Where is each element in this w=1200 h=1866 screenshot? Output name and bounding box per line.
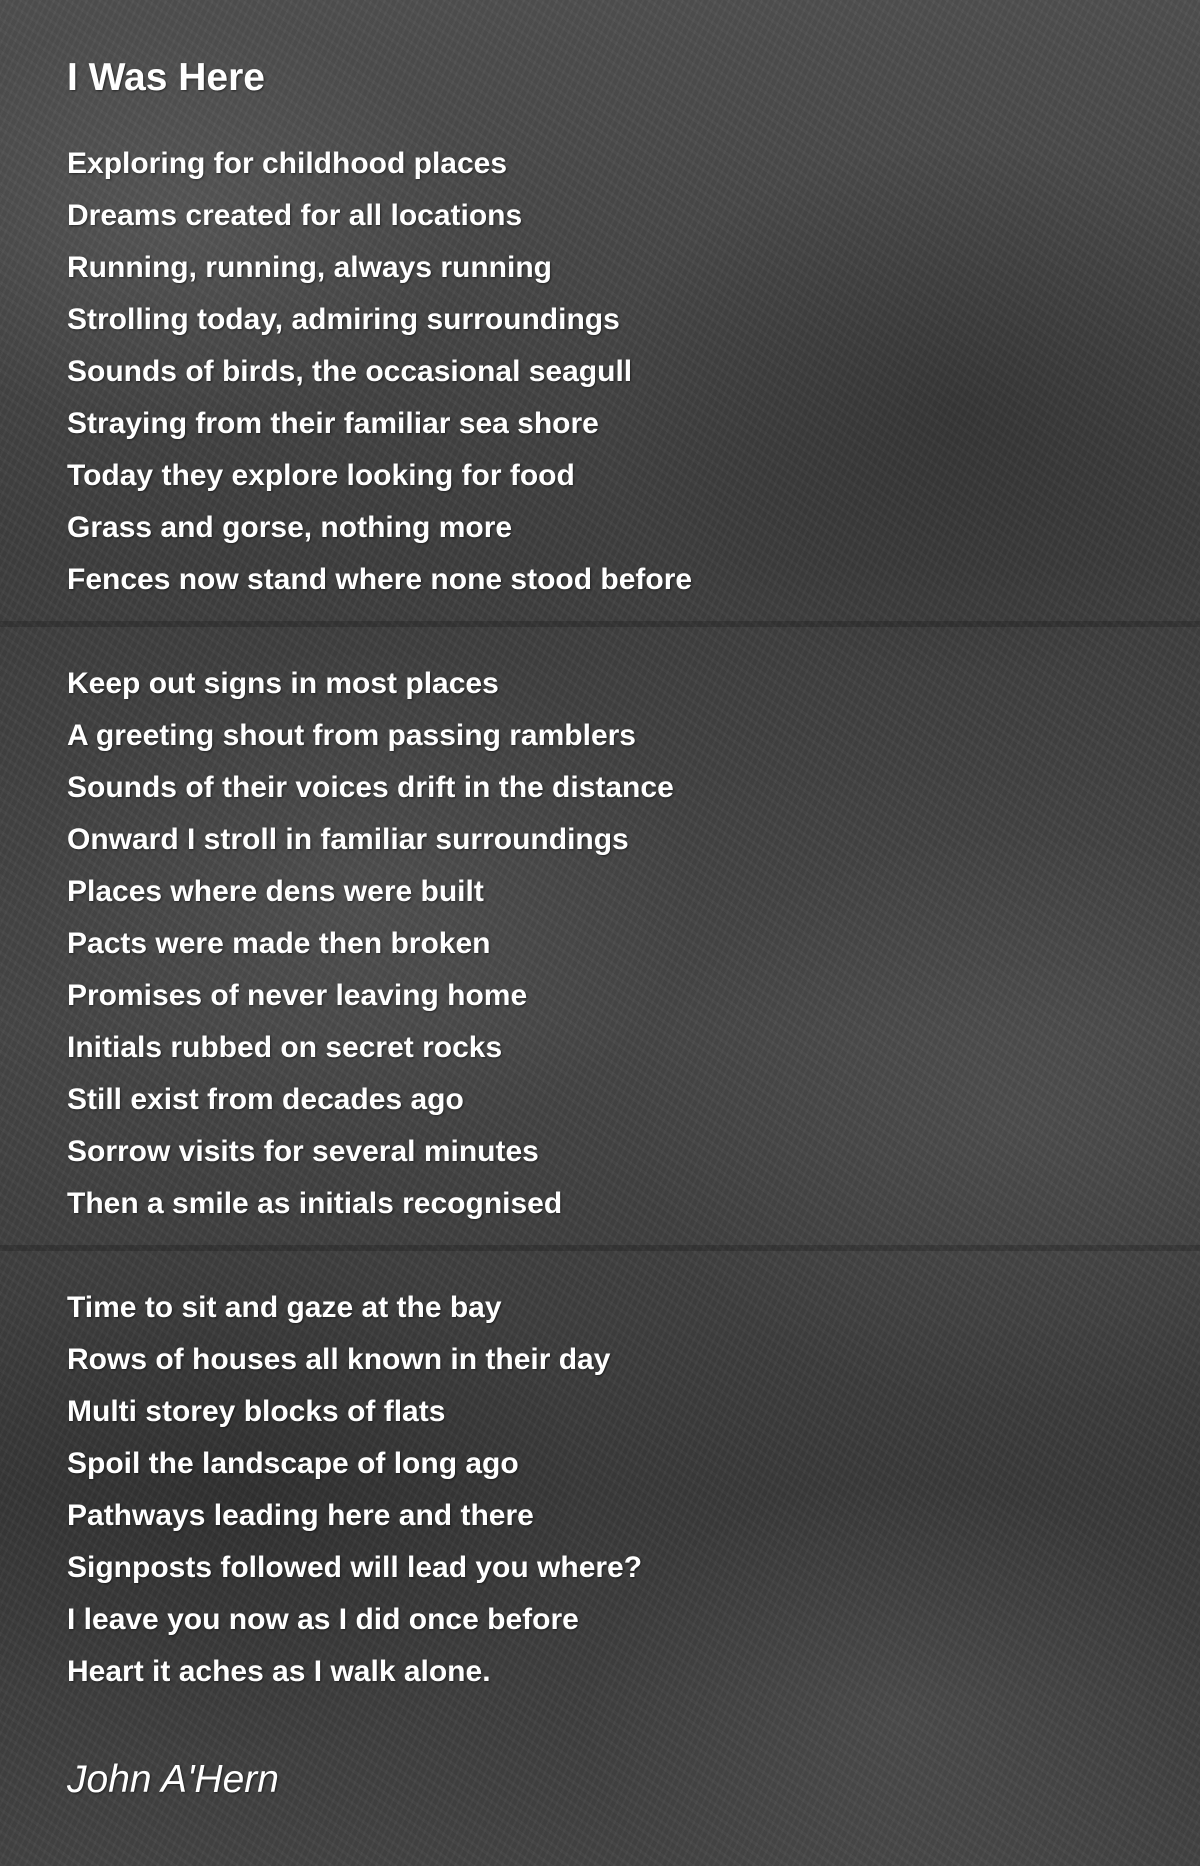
poem-line: Sounds of birds, the occasional seagull bbox=[67, 355, 633, 388]
poem-line: Straying from their familiar sea shore bbox=[67, 407, 599, 440]
poem-line: Places where dens were built bbox=[67, 875, 484, 908]
poem-line: Grass and gorse, nothing more bbox=[67, 511, 513, 544]
poem-line: Spoil the landscape of long ago bbox=[67, 1447, 519, 1480]
poem-line: Exploring for childhood places bbox=[67, 147, 508, 180]
poem-line: Multi storey blocks of flats bbox=[67, 1395, 446, 1428]
poem-line: Promises of never leaving home bbox=[67, 979, 528, 1012]
poem-line: Pathways leading here and there bbox=[67, 1499, 534, 1532]
title-spacer bbox=[67, 108, 1147, 138]
poem-line: Signposts followed will lead you where? bbox=[67, 1551, 643, 1584]
poem-line: Dreams created for all locations bbox=[67, 199, 523, 232]
stanza-gap bbox=[67, 1230, 1147, 1282]
stanza-1 bbox=[67, 138, 1147, 606]
poem-line: Heart it aches as I walk alone. bbox=[67, 1655, 491, 1688]
poem-line: Today they explore looking for food bbox=[67, 459, 575, 492]
poem-title: I Was Here bbox=[67, 56, 265, 99]
poem-line: Still exist from decades ago bbox=[67, 1083, 464, 1116]
poem-author: John A'Hern bbox=[67, 1758, 279, 1801]
poem-line: Time to sit and gaze at the bay bbox=[67, 1291, 502, 1324]
poem-line: Running, running, always running bbox=[67, 251, 552, 284]
poem-line: Keep out signs in most places bbox=[67, 667, 499, 700]
poem-content bbox=[67, 48, 1147, 1810]
poem-line: Rows of houses all known in their day bbox=[67, 1343, 611, 1376]
poem-line: Pacts were made then broken bbox=[67, 927, 491, 960]
poem-line: Onward I stroll in familiar surroundings bbox=[67, 823, 629, 856]
poem-line: Initials rubbed on secret rocks bbox=[67, 1031, 503, 1064]
poem-line: A greeting shout from passing ramblers bbox=[67, 719, 636, 752]
poem-line: Then a smile as initials recognised bbox=[67, 1187, 563, 1220]
stanza-gap bbox=[67, 606, 1147, 658]
poem-line: Sounds of their voices drift in the distance bbox=[67, 771, 674, 804]
stanza-3 bbox=[67, 1282, 1147, 1698]
poem-line: Fences now stand where none stood before bbox=[67, 563, 693, 596]
stanza-2 bbox=[67, 658, 1147, 1230]
poem-line: Sorrow visits for several minutes bbox=[67, 1135, 539, 1168]
poem-line: Strolling today, admiring surroundings bbox=[67, 303, 620, 336]
poem-line: I leave you now as I did once before bbox=[67, 1603, 579, 1636]
